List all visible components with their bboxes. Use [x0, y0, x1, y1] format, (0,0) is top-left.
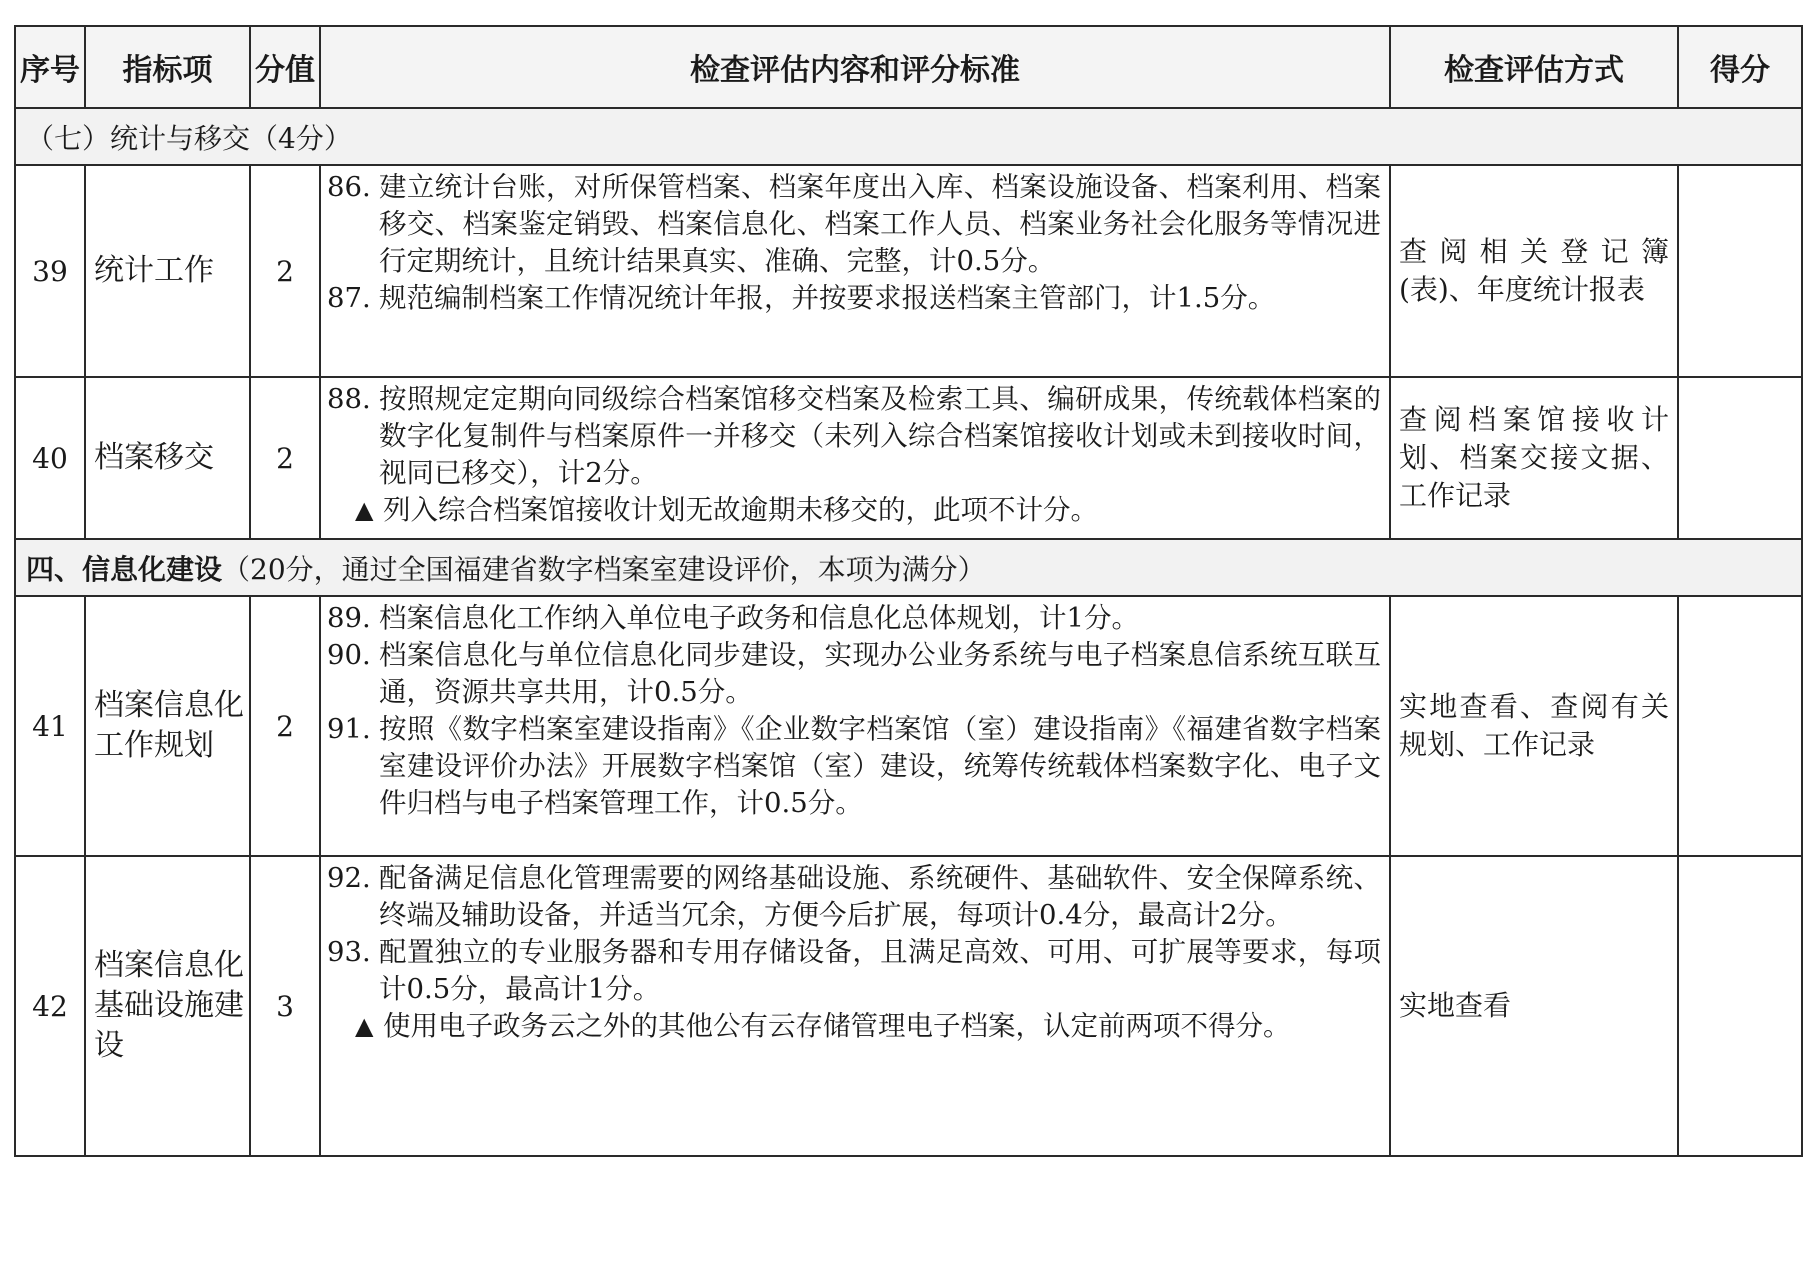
criterion-text: 按照规定定期向同级综合档案馆移交档案及检索工具、编研成果，传统载体档案的数字化复制件与档案原件一并移交（未列入综合档案馆接收计划或未到接收时间，视同已移交），计2分。 [379, 383, 1381, 489]
row-criteria [320, 856, 1390, 1156]
criterion-number: 92. [327, 862, 371, 894]
criterion-text: 配备满足信息化管理需要的网络基础设施、系统硬件、基础软件、安全保障系统、终端及辅助设备，并适当冗余，方便今后扩展，每项计0.4分，最高计2分。 [379, 862, 1381, 931]
criterion-number: 91. [327, 713, 371, 745]
section-title-rest: （20分，通过全国福建省数字档案室建设评价，本项为满分） [222, 552, 986, 586]
section-title [15, 108, 1802, 165]
header-method: 检查评估方式 [1390, 26, 1678, 108]
row-method: 实地查看、查阅有关规划、工作记录 [1390, 596, 1678, 856]
criterion-text: 档案信息化工作纳入单位电子政务和信息化总体规划，计1分。 [379, 602, 1139, 634]
criterion-text: 按照《数字档案室建设指南》《企业数字档案馆（室）建设指南》《福建省数字档案室建设评价办法》开展数字档案馆（室）建设，统筹传统载体档案数字化、电子文件归档与电子档案管理工作，计0.5分。 [379, 713, 1381, 819]
row-indicator: 档案信息化基础设施建设 [85, 856, 250, 1156]
row-indicator: 档案移交 [85, 377, 250, 539]
row-points: 2 [250, 165, 320, 377]
table-row [15, 596, 1802, 856]
criterion-number: 90. [327, 639, 371, 671]
criterion-note [327, 1008, 1381, 1045]
section-title-bold: 四、信息化建设 [26, 552, 223, 586]
criterion-item [327, 860, 1381, 934]
criterion-item [327, 169, 1381, 280]
row-criteria [320, 165, 1390, 377]
row-method: 查阅档案馆接收计划、档案交接文据、工作记录 [1390, 377, 1678, 539]
section-title-text: （七）统计与移交（4分） [26, 121, 352, 155]
header-indicator: 指标项 [85, 26, 250, 108]
section-row [15, 108, 1802, 165]
header-no: 序号 [15, 26, 85, 108]
criterion-number: 89. [327, 602, 371, 634]
criterion-text: 配置独立的专业服务器和专用存储设备，且满足高效、可用、可扩展等要求，每项计0.5分，最高计1分。 [379, 936, 1381, 1005]
criterion-item [327, 280, 1381, 317]
row-score [1678, 856, 1802, 1156]
criterion-number: 87. [327, 282, 371, 314]
row-no: 41 [15, 596, 85, 856]
row-method: 实地查看 [1390, 856, 1678, 1156]
row-points: 3 [250, 856, 320, 1156]
row-points: 2 [250, 377, 320, 539]
row-score [1678, 165, 1802, 377]
table-row [15, 856, 1802, 1156]
row-no: 40 [15, 377, 85, 539]
row-method: 查阅相关登记簿(表)、年度统计报表 [1390, 165, 1678, 377]
section-title [15, 539, 1802, 596]
header-points: 分值 [250, 26, 320, 108]
row-indicator: 统计工作 [85, 165, 250, 377]
criterion-number: 88. [327, 383, 371, 415]
table-row [15, 165, 1802, 377]
header-score: 得分 [1678, 26, 1802, 108]
row-score [1678, 596, 1802, 856]
criterion-note [327, 492, 1381, 529]
triangle-icon: ▲ [355, 1012, 374, 1040]
row-no: 42 [15, 856, 85, 1156]
evaluation-table-sheet [14, 25, 1801, 1260]
evaluation-table [14, 25, 1803, 1157]
table-row [15, 377, 1802, 539]
row-score [1678, 377, 1802, 539]
section-row [15, 539, 1802, 596]
table-header-row [15, 26, 1802, 108]
criterion-text: 规范编制档案工作情况统计年报，并按要求报送档案主管部门，计1.5分。 [379, 282, 1276, 314]
row-indicator: 档案信息化工作规划 [85, 596, 250, 856]
note-text: 列入综合档案馆接收计划无故逾期未移交的，此项不计分。 [383, 494, 1098, 526]
criterion-item [327, 600, 1381, 637]
criterion-number: 93. [327, 936, 371, 968]
header-criteria: 检查评估内容和评分标准 [320, 26, 1390, 108]
row-criteria [320, 596, 1390, 856]
criterion-text: 建立统计台账，对所保管档案、档案年度出入库、档案设施设备、档案利用、档案移交、档案鉴定销毁、档案信息化、档案工作人员、档案业务社会化服务等情况进行定期统计，且统计结果真实、准确、完整，计0.5分。 [379, 171, 1381, 277]
criterion-item [327, 934, 1381, 1008]
row-no: 39 [15, 165, 85, 377]
criterion-number: 86. [327, 171, 371, 203]
criterion-text: 档案信息化与单位信息化同步建设，实现办公业务系统与电子档案息信系统互联互通，资源共享共用，计0.5分。 [379, 639, 1381, 708]
criterion-item [327, 381, 1381, 492]
note-text: 使用电子政务云之外的其他公有云存储管理电子档案，认定前两项不得分。 [383, 1010, 1291, 1042]
triangle-icon: ▲ [355, 496, 374, 524]
row-criteria [320, 377, 1390, 539]
row-points: 2 [250, 596, 320, 856]
criterion-item [327, 711, 1381, 822]
criterion-item [327, 637, 1381, 711]
